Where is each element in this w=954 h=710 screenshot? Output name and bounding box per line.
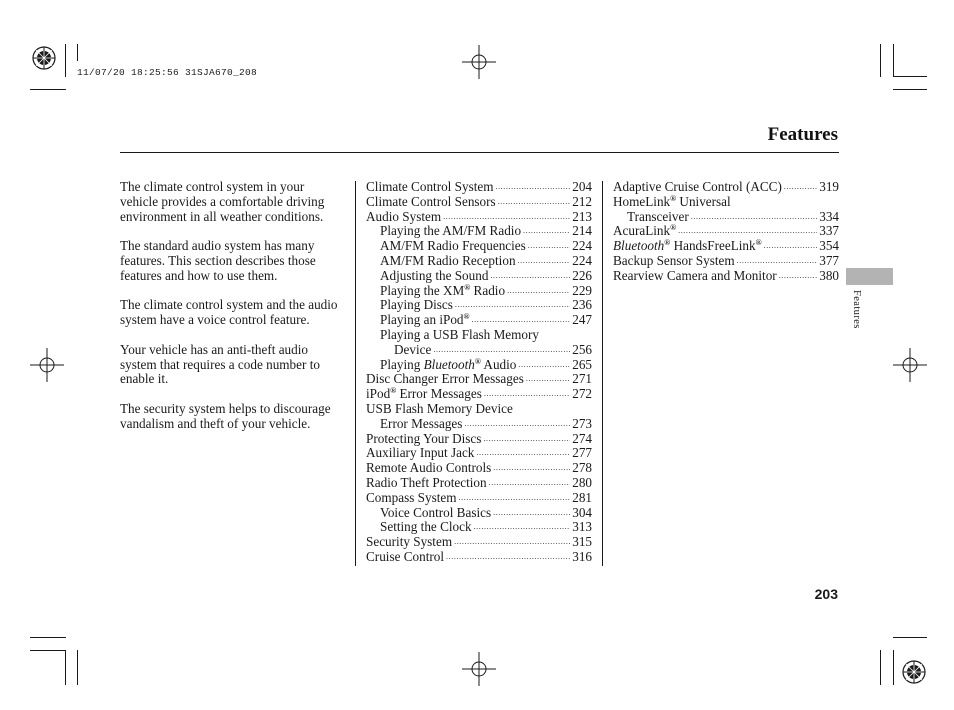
toc-entry[interactable]: Auxiliary Input Jack ..... 277: [366, 446, 592, 461]
title-rule: [120, 152, 839, 153]
toc-entry[interactable]: Climate Control System ..... 204: [366, 180, 592, 195]
section-tab: [846, 268, 893, 285]
intro-paragraph: Your vehicle has an anti-theft audio system that requires a code number to enable it.: [120, 341, 320, 387]
crop-mark: [30, 650, 66, 651]
toc-entry[interactable]: Bluetooth® HandsFreeLink® ..... 354: [613, 239, 839, 254]
crop-mark: [77, 650, 78, 685]
toc-entry[interactable]: Radio Theft Protection ..... 280: [366, 476, 592, 491]
toc-entry[interactable]: Playing a USB Flash Memory: [380, 326, 539, 342]
section-tab-label: Features: [851, 290, 862, 329]
intro-paragraph: The climate control system and the audio system have a voice control feature.: [120, 297, 338, 328]
toc-entry[interactable]: Playing the AM/FM Radio ..... 214: [366, 224, 592, 239]
toc-entry[interactable]: Playing Discs ..... 236: [366, 298, 592, 313]
toc-entry[interactable]: Adjusting the Sound ..... 226: [366, 269, 592, 284]
toc-entry[interactable]: Remote Audio Controls ..... 278: [366, 461, 592, 476]
toc-entry[interactable]: Audio System ..... 213: [366, 210, 592, 225]
crop-mark: [880, 650, 881, 685]
crop-mark: [893, 76, 927, 77]
registration-crosshair-icon: [893, 348, 927, 382]
crop-mark: [77, 44, 78, 61]
toc-entry[interactable]: Backup Sensor System ..... 377: [613, 254, 839, 269]
toc-entry[interactable]: Climate Control Sensors ..... 212: [366, 195, 592, 210]
registration-crosshair-icon: [30, 348, 64, 382]
toc-entry[interactable]: iPod® Error Messages ..... 272: [366, 387, 592, 402]
toc-entry[interactable]: AM/FM Radio Reception ..... 224: [366, 254, 592, 269]
toc-entry[interactable]: Error Messages ..... 273: [366, 417, 592, 432]
toc-entry[interactable]: Transceiver ..... 334: [613, 210, 839, 225]
intro-paragraph: The climate control system in your vehicle provides a comfortable driving environment in all weather conditions.: [120, 179, 325, 224]
crop-mark: [65, 650, 66, 685]
toc-entry[interactable]: Setting the Clock ..... 313: [366, 520, 592, 535]
toc-column-1: [366, 180, 592, 565]
registration-crosshair-icon: [462, 652, 496, 686]
toc-entry[interactable]: Adaptive Cruise Control (ACC) ..... 319: [613, 180, 839, 195]
toc-entry[interactable]: Compass System ..... 281: [366, 491, 592, 506]
page-title: Features: [767, 124, 838, 145]
intro-text: [120, 180, 345, 446]
toc-entry[interactable]: Playing Bluetooth® Audio ..... 265: [366, 358, 592, 373]
crop-mark: [893, 44, 894, 77]
page-number: 203: [814, 586, 838, 602]
crop-mark: [880, 44, 881, 77]
registration-rosette-icon: [902, 660, 926, 684]
toc-entry[interactable]: AcuraLink® ..... 337: [613, 224, 839, 239]
crop-mark: [893, 89, 927, 90]
toc-entry[interactable]: Rearview Camera and Monitor ..... 380: [613, 269, 839, 284]
crop-mark: [893, 637, 927, 638]
registration-rosette-icon: [32, 46, 56, 70]
print-job-info: 11/07/20 18:25:56 31SJA670_208: [77, 67, 258, 78]
toc-entry[interactable]: Playing the XM® Radio ..... 229: [366, 284, 592, 299]
toc-entry[interactable]: Protecting Your Discs ..... 274: [366, 432, 592, 447]
crop-mark: [893, 650, 894, 685]
crop-mark: [30, 637, 66, 638]
toc-entry[interactable]: Disc Changer Error Messages ..... 271: [366, 372, 592, 387]
toc-entry[interactable]: Cruise Control ..... 316: [366, 550, 592, 565]
intro-paragraph: The standard audio system has many features. This section describes those features and how to use them.: [120, 238, 316, 283]
toc-entry[interactable]: Device ..... 256: [366, 343, 592, 358]
crop-mark: [65, 44, 66, 77]
column-divider: [602, 181, 603, 566]
column-divider: [355, 181, 356, 566]
toc-entry[interactable]: HomeLink® Universal: [613, 193, 731, 209]
toc-entry[interactable]: Playing an iPod® ..... 247: [366, 313, 592, 328]
toc-column-2: [613, 180, 839, 284]
toc-entry[interactable]: USB Flash Memory Device: [366, 400, 513, 416]
intro-paragraph: The security system helps to discourage vandalism and theft of your vehicle.: [120, 400, 331, 431]
registration-crosshair-icon: [462, 45, 496, 79]
toc-entry[interactable]: Security System ..... 315: [366, 535, 592, 550]
toc-entry[interactable]: Voice Control Basics ..... 304: [366, 506, 592, 521]
toc-entry[interactable]: AM/FM Radio Frequencies ..... 224: [366, 239, 592, 254]
crop-mark: [30, 89, 66, 90]
